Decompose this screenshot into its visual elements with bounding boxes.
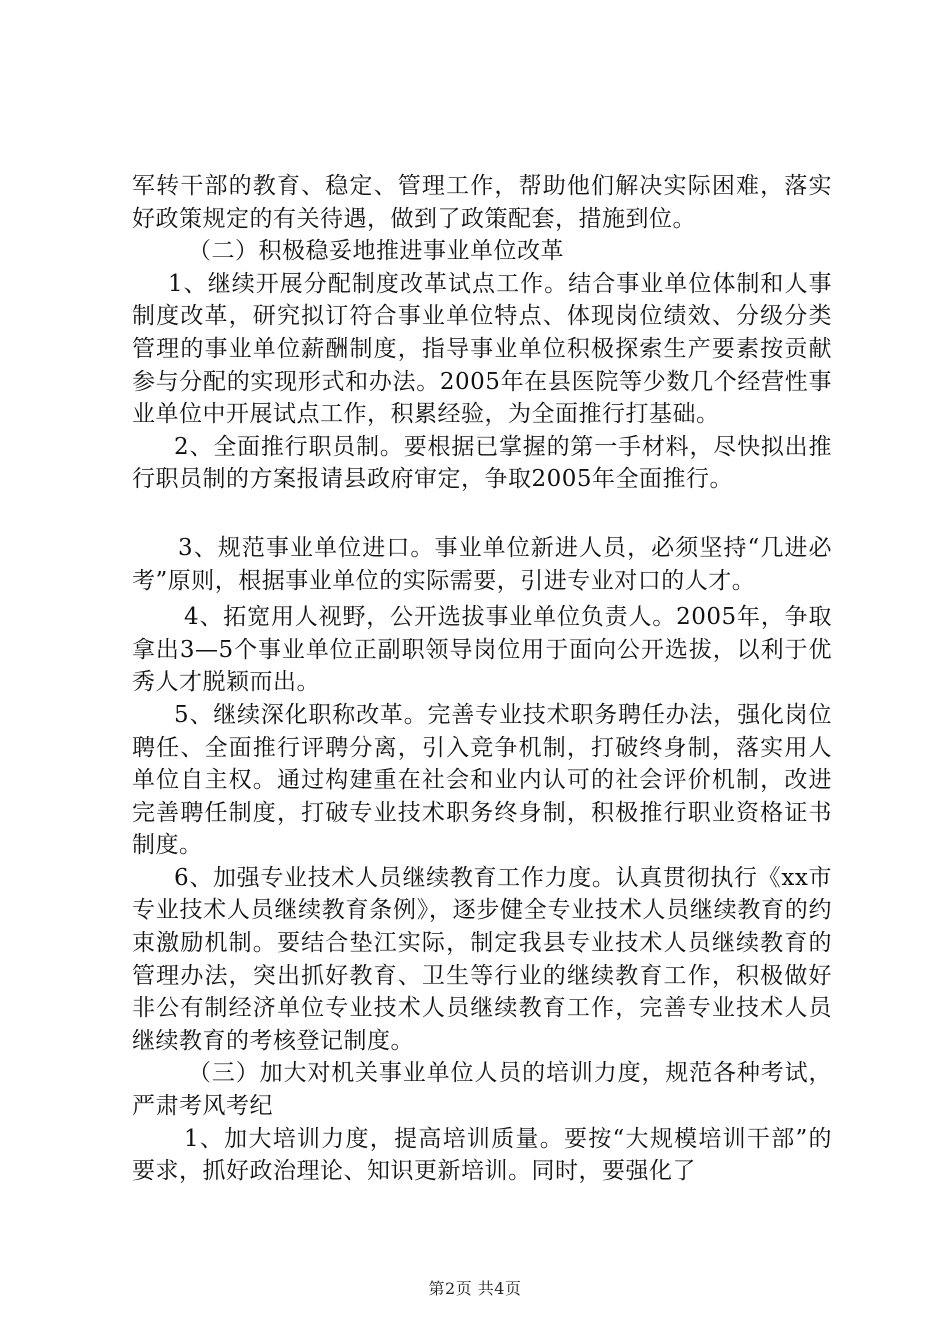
paragraph: 5、继续深化职称改革。完善专业技术职务聘任办法，强化岗位聘任、全面推行评聘分离，引入竞争机制，打破终身制，落实用人单位自主权。通过构建重在社会和业内认可的社会评价机制，改进完善聘任制度，打破专业技术职务终身制，积极推行职业资格证书制度。 — [132, 701, 832, 859]
paragraph: 军转干部的教育、稳定、管理工作，帮助他们解决实际困难，落实好政策规定的有关待遇，做到了政策配套，措施到位。 — [132, 173, 832, 232]
document-body — [132, 170, 832, 1188]
paragraph: 6、加强专业技术人员继续教育工作力度。认真贯彻执行《xx市专业技术人员继续教育条例》，逐步健全专业技术人员继续教育的约束激励机制。要结合垫江实际，制定我县专业技术人员继续教育的管理办法，突出抓好教育、卫生等行业的继续教育工作，积极做好非公有制经济单位专业技术人员继续教育工作，完善专业技术人员继续教育的考核登记制度。 — [132, 864, 832, 1054]
page-number-footer: 第2页 共4页 — [428, 1279, 522, 1298]
paragraph: 1、继续开展分配制度改革试点工作。结合事业单位体制和人事制度改革，研究拟订符合事业单位特点、体现岗位绩效、分级分类管理的事业单位薪酬制度，指导事业单位积极探索生产要素按贡献参与分配的实现形式和办法。2005年在县医院等少数几个经营性事业单位中开展试点工作，积累经验，为全面推行打基础。 — [132, 270, 832, 428]
paragraph: 3、规范事业单位进口。事业单位新进人员，必须坚持“几进必考”原则，根据事业单位的实际需要，引进专业对口的人才。 — [132, 534, 832, 594]
paragraph: 2、全面推行职员制。要根据已掌握的第一手材料，尽快拟出推行职员制的方案报请县政府审定，争取2005年全面推行。 — [132, 433, 832, 493]
paragraph: 1、加大培训力度，提高培训质量。要按“大规模培训干部”的要求，抓好政治理论、知识更新培训。同时，要强化了 — [132, 1125, 832, 1185]
section-heading: （二）积极稳妥地推进事业单位改革 — [188, 238, 564, 265]
paragraph: 4、拓宽用人视野，公开选拔事业单位负责人。2005年，争取拿出3—5个事业单位正副职领导岗位用于面向公开选拔，以利于优秀人才脱颖而出。 — [132, 604, 832, 696]
section-heading: （三）加大对机关事业单位人员的培训力度，规范各种考试，严肃考风考纪 — [132, 1060, 832, 1120]
